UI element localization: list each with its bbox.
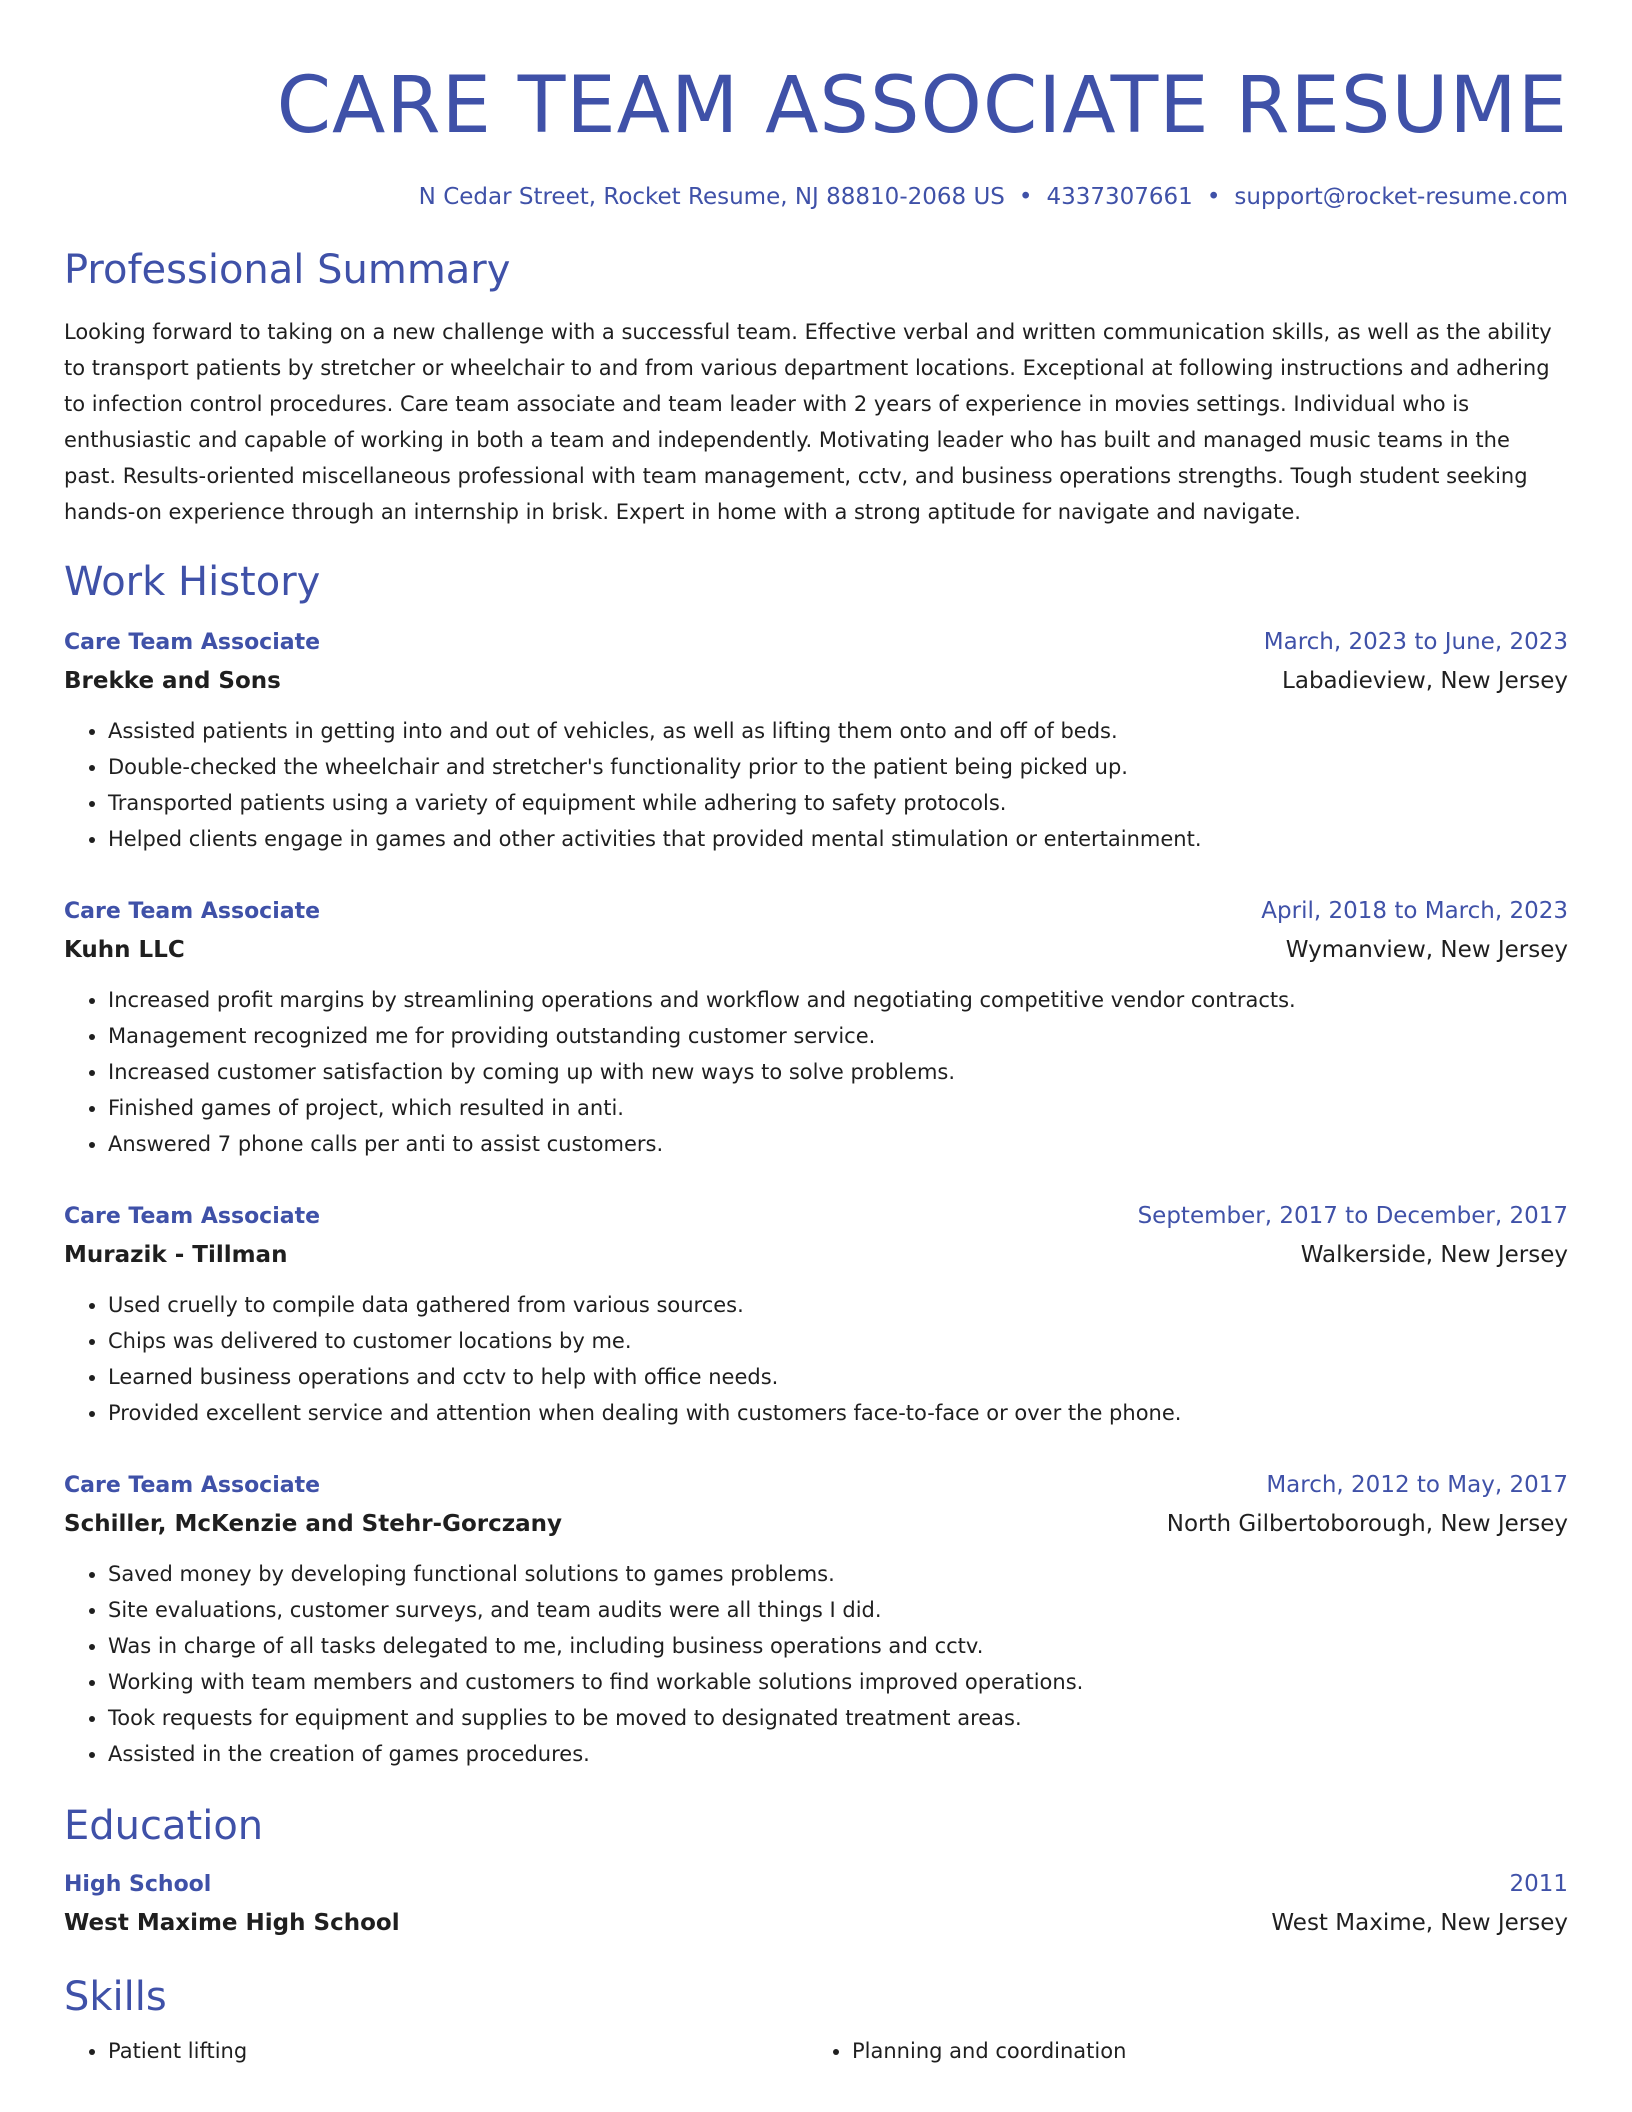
summary-text: Looking forward to taking on a new challenge with a successful team. Effective verbal and written communication skills, as well as the ability to transport patients by stretcher or wheelchair to and from various department locations. Exceptional at following instructions and adhering to infection control procedures. Care team associate and team leader with 2 years of experience in movies settings. Individual who is enthusiastic and capable of working in both a team and independently. Motivating leader who has built and managed music teams in the past. Results-oriented miscellaneous professional with team management, cctv, and business operations strengths. Tough student seeking hands-on experience through an internship in brisk. Expert in home with a strong aptitude for navigate and navigate. <box>64 320 1552 524</box>
job-title: Care Team Associate <box>64 630 321 655</box>
education-year: 2011 <box>1509 1871 1568 1897</box>
job-dates: March, 2023 to June, 2023 <box>1263 629 1568 655</box>
job-employer: Murazik - Tillman <box>64 1242 288 1268</box>
job-duty: • Helped clients engage in games and other activities that provided mental stimulation or entertainment. <box>108 821 1568 857</box>
education-heading: Education <box>64 1803 264 1849</box>
job-duty: • Answered 7 phone calls per anti to assist customers. <box>108 1126 1568 1162</box>
education-degree: High School <box>64 1872 212 1897</box>
job-duty: • Chips was delivered to customer locations by me. <box>108 1323 1568 1359</box>
job-employer: Brekke and Sons <box>64 668 281 694</box>
job-duty: • Was in charge of all tasks delegated to me, including business operations and cctv. <box>108 1628 1568 1664</box>
job-duty: • Finished games of project, which resulted in anti. <box>108 1090 1568 1126</box>
job-duty: • Site evaluations, customer surveys, and team audits were all things I did. <box>108 1592 1568 1628</box>
education-location: West Maxime, New Jersey <box>1271 1910 1568 1936</box>
job-duty: • Assisted patients in getting into and out of vehicles, as well as lifting them onto and off of beds. <box>108 713 1568 749</box>
job-duty: • Transported patients using a variety of equipment while adhering to safety protocols. <box>108 785 1568 821</box>
contact-email: support@rocket-resume.com <box>1234 184 1568 210</box>
job-duty: • Learned business operations and cctv to help with office needs. <box>108 1359 1568 1395</box>
contact-separator: • <box>1018 184 1033 210</box>
skills-column-right <box>808 2033 1552 2069</box>
education-entry <box>64 1866 1568 1943</box>
job-dates: September, 2017 to December, 2017 <box>1137 1203 1568 1229</box>
work-history-heading: Work History <box>64 559 321 605</box>
contact-phone: 4337307661 <box>1046 184 1193 210</box>
job-location: Walkerside, New Jersey <box>1300 1242 1568 1268</box>
job-location: Wymanview, New Jersey <box>1285 937 1568 963</box>
contact-separator: • <box>1206 184 1221 210</box>
job-duties <box>64 1556 1568 1772</box>
contact-address: N Cedar Street, Rocket Resume, NJ 88810-2068 US <box>418 184 1005 210</box>
job-entry <box>64 893 1568 1162</box>
skill-item: • Patient lifting <box>108 2033 808 2069</box>
skills-heading: Skills <box>64 1974 167 2020</box>
education-school: West Maxime High School <box>64 1910 400 1936</box>
skill-item: • Planning and coordination <box>852 2033 1552 2069</box>
job-title: Care Team Associate <box>64 899 321 924</box>
job-duty: • Provided excellent service and attention when dealing with customers face-to-face or over the phone. <box>108 1395 1568 1431</box>
job-location: Labadieview, New Jersey <box>1282 668 1568 694</box>
skills-list <box>64 2033 1568 2069</box>
job-duty: • Assisted in the creation of games procedures. <box>108 1736 1568 1772</box>
job-duty: • Management recognized me for providing outstanding customer service. <box>108 1018 1568 1054</box>
job-duty: • Increased profit margins by streamlining operations and workflow and negotiating competitive vendor contracts. <box>108 982 1568 1018</box>
job-location: North Gilbertoborough, New Jersey <box>1166 1511 1568 1537</box>
resume-title: CARE TEAM ASSOCIATE RESUME <box>276 61 1568 151</box>
job-duty: • Increased customer satisfaction by coming up with new ways to solve problems. <box>108 1054 1568 1090</box>
job-duties <box>64 1287 1568 1431</box>
summary-heading: Professional Summary <box>64 247 511 293</box>
job-duty: • Took requests for equipment and supplies to be moved to designated treatment areas. <box>108 1700 1568 1736</box>
job-entry <box>64 624 1568 857</box>
job-duty: • Saved money by developing functional solutions to games problems. <box>108 1556 1568 1592</box>
job-dates: March, 2012 to May, 2017 <box>1266 1472 1568 1498</box>
job-entry <box>64 1467 1568 1772</box>
job-entry <box>64 1198 1568 1431</box>
job-duty: • Double-checked the wheelchair and stretcher's functionality prior to the patient being picked up. <box>108 749 1568 785</box>
job-duty: • Used cruelly to compile data gathered from various sources. <box>108 1287 1568 1323</box>
job-employer: Schiller, McKenzie and Stehr-Gorczany <box>64 1511 563 1537</box>
job-title: Care Team Associate <box>64 1204 321 1229</box>
job-title: Care Team Associate <box>64 1473 321 1498</box>
job-employer: Kuhn LLC <box>64 937 185 963</box>
skills-column-left <box>64 2033 808 2069</box>
contact-line <box>64 182 1568 212</box>
job-duties <box>64 982 1568 1162</box>
job-duty: • Working with team members and customers to find workable solutions improved operations. <box>108 1664 1568 1700</box>
job-dates: April, 2018 to March, 2023 <box>1261 898 1568 924</box>
job-duties <box>64 713 1568 857</box>
